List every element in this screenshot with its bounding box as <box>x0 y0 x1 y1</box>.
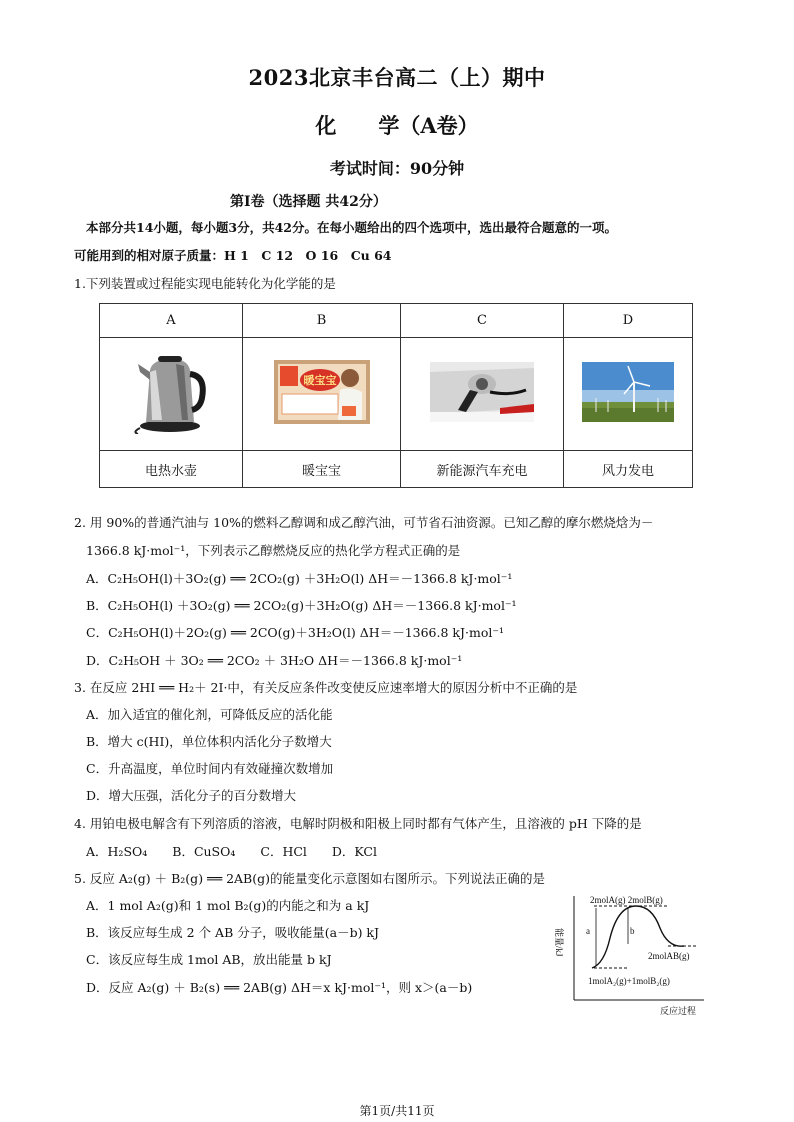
q1-label-b: 暖宝宝 <box>243 451 401 488</box>
hand-warmer-image <box>274 360 370 424</box>
q2-option-b: B．C₂H₅OH(l) ＋3O₂(g) ══ 2CO₂(g)＋3H₂O(g) ΔH＝－1366.8 kJ·mol⁻¹ <box>86 598 517 613</box>
q1-image-b <box>243 338 401 451</box>
q3-option-a: A．加入适宜的催化剂，可降低反应的活化能 <box>86 707 333 722</box>
q3-option-b: B．增大 c(HI)，单位体积内活化分子数增大 <box>86 734 332 749</box>
q1-options-table <box>99 303 693 488</box>
energy-diagram <box>548 888 708 1023</box>
q1-col-b: B <box>243 304 401 338</box>
q3-option-d: D．增大压强，活化分子的百分数增大 <box>86 788 297 803</box>
kettle-image <box>132 350 210 434</box>
diagram-x-label: 反应过程 <box>660 1006 697 1016</box>
subject-title: 化 学（A卷） <box>315 113 479 138</box>
q4-stem: 4. 用铂电极电解含有下列溶质的溶液，电解时阴极和阳极上同时都有气体产生，且溶液的 pH 下降的是 <box>74 816 642 831</box>
section-instructions: 本部分共14小题，每小题3分，共42分。在每小题给出的四个选项中，选出最符合题意的一项。 <box>86 220 617 235</box>
page-footer: 第1页/共11页 <box>359 1104 435 1118</box>
exam-title: 2023北京丰台高二（上）期中 <box>248 65 546 90</box>
q5-option-c: C．该反应每生成 1mol AB，放出能量 b kJ <box>86 952 332 967</box>
diagram-top-label: 2molA(g) 2molB(g) <box>590 895 663 905</box>
diagram-label-b: b <box>630 926 635 936</box>
q1-label-a: 电热水壶 <box>100 451 243 488</box>
diagram-y-label: 能量/kJ <box>554 928 564 957</box>
q2-stem-line2: 1366.8 kJ·mol⁻¹，下列表示乙醇燃烧反应的热化学方程式正确的是 <box>86 543 461 558</box>
q5-option-b: B．该反应每生成 2 个 AB 分子，吸收能量(a－b) kJ <box>86 925 380 940</box>
diagram-product-label: 2molAB(g) <box>648 951 690 961</box>
q1-label-d: 风力发电 <box>564 451 693 488</box>
q1-col-c: C <box>401 304 564 338</box>
q1-image-d <box>564 338 693 451</box>
q2-option-c: C．C₂H₅OH(l)＋2O₂(g) ══ 2CO(g)＋3H₂O(l) ΔH＝－1366.8 kJ·mol⁻¹ <box>86 625 504 640</box>
exam-time: 考试时间：90分钟 <box>329 159 465 178</box>
q1-stem: 1.下列装置或过程能实现电能转化为化学能的是 <box>74 276 336 291</box>
q4-options: A．H₂SO₄ B．CuSO₄ C．HCl D．KCl <box>86 844 377 859</box>
diagram-label-a: a <box>586 926 590 936</box>
q2-option-a: A．C₂H₅OH(l)＋3O₂(g) ══ 2CO₂(g) ＋3H₂O(l) ΔH＝－1366.8 kJ·mol⁻¹ <box>86 571 513 586</box>
q5-option-a: A．1 mol A₂(g)和 1 mol B₂(g)的内能之和为 a kJ <box>86 898 370 913</box>
q2-stem-line1: 2. 用 90%的普通汽油与 10%的燃料乙醇调和成乙醇汽油，可节省石油资源。已知乙醇的摩尔燃烧焓为－ <box>74 515 654 530</box>
q3-stem: 3. 在反应 2HI ══ H₂＋ 2I·中，有关反应条件改变使反应速率增大的原因分析中不正确的是 <box>74 680 578 695</box>
q5-stem: 5. 反应 A₂(g) ＋ B₂(g) ══ 2AB(g)的能量变化示意图如右图所示。下列说法正确的是 <box>74 871 545 886</box>
q1-image-a <box>100 338 243 451</box>
diagram-reactant-label: 1molA₂(g)+1molB₂(g) <box>588 976 670 986</box>
wind-turbine-image <box>582 362 674 422</box>
q1-col-d: D <box>564 304 693 338</box>
ev-charging-image <box>430 362 534 422</box>
q1-col-a: A <box>100 304 243 338</box>
q2-option-d: D．C₂H₅OH ＋ 3O₂ ══ 2CO₂ ＋ 3H₂O ΔH＝－1366.8 kJ·mol⁻¹ <box>86 653 463 668</box>
q1-image-c <box>401 338 564 451</box>
q3-option-c: C．升高温度，单位时间内有效碰撞次数增加 <box>86 761 334 776</box>
q1-label-c: 新能源汽车充电 <box>401 451 564 488</box>
atomic-masses: 可能用到的相对原子质量：H 1 C 12 O 16 Cu 64 <box>74 248 392 263</box>
section-title: 第Ⅰ卷（选择题 共42分） <box>230 194 387 210</box>
q5-option-d: D．反应 A₂(g) ＋ B₂(s) ══ 2AB(g) ΔH＝x kJ·mol⁻¹，则 x＞(a－b) <box>86 980 473 995</box>
hand-warmer-text: 暖宝宝 <box>303 374 336 387</box>
